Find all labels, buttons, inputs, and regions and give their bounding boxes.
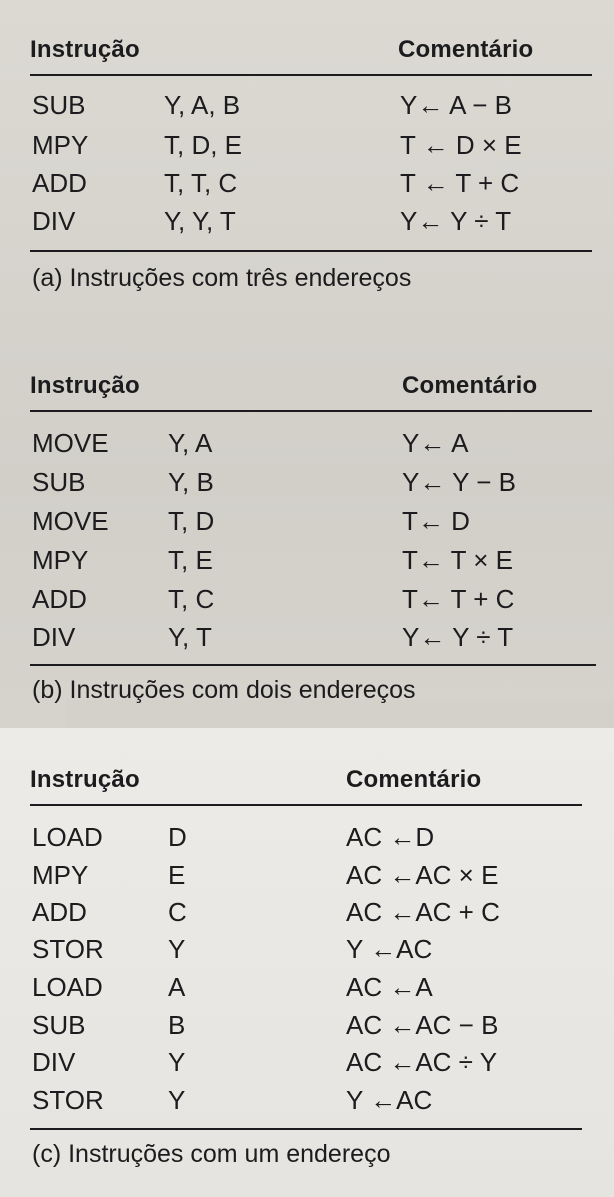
header-instruction: Instrução: [30, 372, 140, 399]
comment: T← D: [402, 506, 470, 536]
table-row: [0, 1010, 614, 1046]
table-row: [0, 822, 614, 858]
table-row: [0, 90, 614, 126]
header-comment: Comentário: [346, 766, 482, 793]
header-rule: [30, 804, 582, 806]
opcode: ADD: [32, 584, 87, 614]
table-row: [0, 506, 614, 542]
table-row: [0, 206, 614, 242]
opcode: ADD: [32, 168, 87, 198]
opcode: SUB: [32, 90, 86, 120]
opcode: SUB: [32, 467, 86, 497]
operands: Y, B: [168, 467, 214, 497]
table-row: [0, 1085, 614, 1121]
header-instruction: Instrução: [30, 36, 140, 63]
comment: T← T + C: [402, 584, 515, 614]
comment: T ← D × E: [400, 130, 522, 160]
operands: Y, Y, T: [164, 206, 236, 236]
table-row: [0, 972, 614, 1008]
table-row: [0, 622, 614, 658]
comment: T← T × E: [402, 545, 514, 575]
operands: D: [168, 822, 187, 852]
comment: AC ←A: [346, 972, 433, 1002]
comment: Y← A: [402, 428, 469, 458]
operands: Y, T: [168, 622, 212, 652]
operands: T, E: [168, 545, 213, 575]
opcode: MPY: [32, 130, 89, 160]
operands: Y: [168, 1085, 186, 1115]
operands: Y: [168, 1047, 186, 1077]
table-row: [0, 934, 614, 970]
operands: Y, A: [168, 428, 213, 458]
opcode: MPY: [32, 545, 89, 575]
opcode: STOR: [32, 934, 104, 964]
opcode: MPY: [32, 860, 89, 890]
operands: C: [168, 897, 187, 927]
comment: Y ←AC: [346, 1085, 433, 1115]
comment: AC ←AC − B: [346, 1010, 499, 1040]
comment: Y← A − B: [400, 90, 513, 120]
comment: Y← Y ÷ T: [402, 622, 514, 652]
table-row: [0, 1047, 614, 1083]
opcode: LOAD: [32, 972, 103, 1002]
header-comment: Comentário: [398, 36, 534, 63]
comment: Y← Y ÷ T: [400, 206, 512, 236]
comment: AC ←AC ÷ Y: [346, 1047, 498, 1077]
table-row: [0, 467, 614, 503]
caption-two-address: (b) Instruções com dois endereços: [32, 676, 416, 704]
opcode: STOR: [32, 1085, 104, 1115]
opcode: MOVE: [32, 506, 109, 536]
operands: B: [168, 1010, 186, 1040]
operands: T, C: [168, 584, 215, 614]
opcode: DIV: [32, 206, 76, 236]
opcode: ADD: [32, 897, 87, 927]
header-rule: [30, 74, 592, 76]
opcode: DIV: [32, 1047, 76, 1077]
opcode: SUB: [32, 1010, 86, 1040]
opcode: DIV: [32, 622, 76, 652]
footer-rule: [30, 664, 596, 666]
caption-three-address: (a) Instruções com três endereços: [32, 264, 412, 292]
header-rule: [30, 410, 592, 412]
table-row: [0, 897, 614, 933]
table-row: [0, 584, 614, 620]
header-comment: Comentário: [402, 372, 538, 399]
comment: AC ←AC × E: [346, 860, 499, 890]
caption-one-address: (c) Instruções com um endereço: [32, 1140, 391, 1168]
comment: Y← Y − B: [402, 467, 516, 497]
operands: A: [168, 972, 186, 1002]
operands: E: [168, 860, 186, 890]
comment: AC ←AC + C: [346, 897, 500, 927]
header-instruction: Instrução: [30, 766, 140, 793]
operands: T, D, E: [164, 130, 243, 160]
footer-rule: [30, 1128, 582, 1130]
table-row: [0, 860, 614, 896]
comment: Y ←AC: [346, 934, 433, 964]
table-row: [0, 168, 614, 204]
opcode: LOAD: [32, 822, 103, 852]
table-row: [0, 545, 614, 581]
comment: AC ←D: [346, 822, 435, 852]
opcode: MOVE: [32, 428, 109, 458]
footer-rule: [30, 250, 592, 252]
table-row: [0, 428, 614, 464]
operands: Y: [168, 934, 186, 964]
operands: T, T, C: [164, 168, 238, 198]
table-row: [0, 130, 614, 166]
operands: T, D: [168, 506, 215, 536]
comment: T ← T + C: [400, 168, 520, 198]
operands: Y, A, B: [164, 90, 241, 120]
